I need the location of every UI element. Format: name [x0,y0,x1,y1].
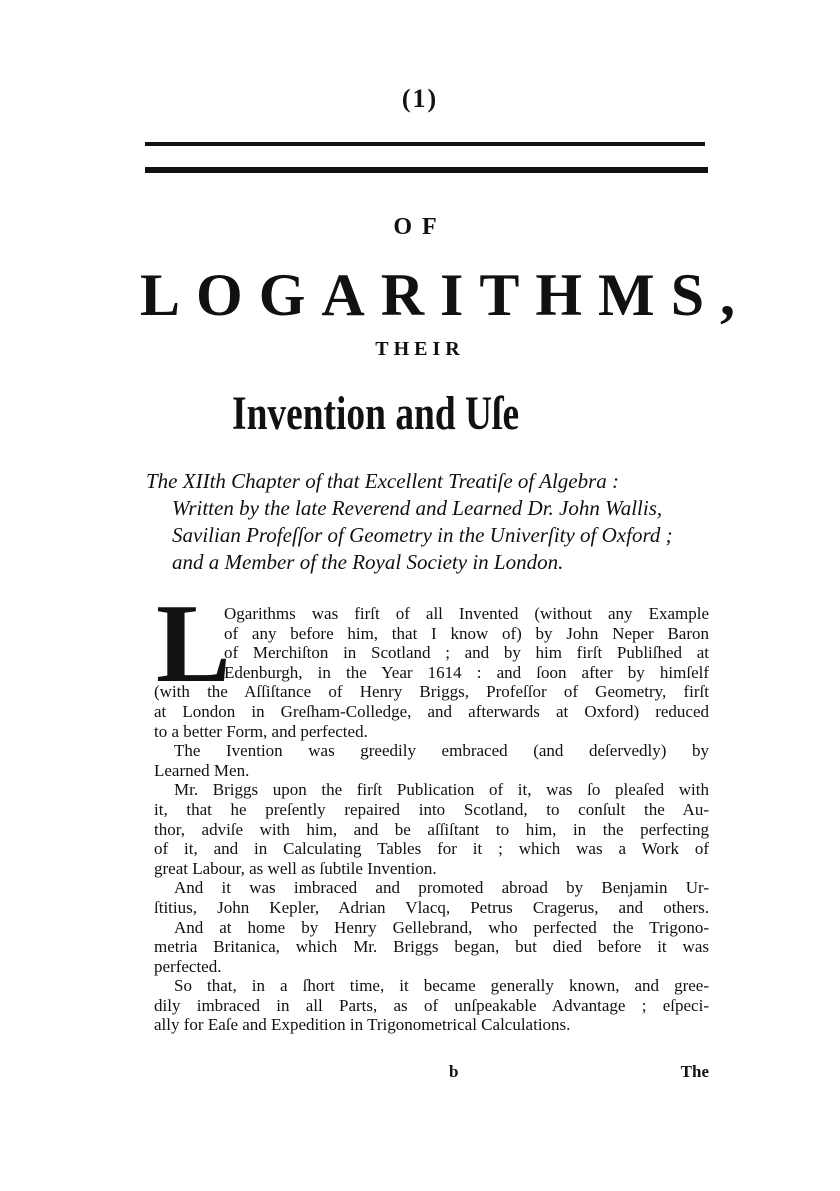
body-line: thor, adviſe with him, and be aſſiſtant to him, in the perfecting [154,819,709,839]
body-line: Edenburgh, in the Year 1614 : and ſoon after by himſelf [224,662,709,682]
thin-rule [145,142,705,146]
heading-of: OF [393,214,447,240]
body-line: to a better Form, and perfected. [154,721,368,741]
body-line: of Merchiſton in Scotland ; and by him firſt Publiſhed at [224,643,709,663]
subtitle-line: Savilian Profeſſor of Geometry in the Univerſity of Oxford ; [172,523,673,547]
body-line: of any before him, that I know of) by John Neper Baron [224,623,709,643]
body-line: So that, in a ſhort time, it became generally known, and gree- [174,976,709,996]
body-line: ſtitius, John Kepler, Adrian Vlacq, Petrus Cragerus, and others. [154,897,709,917]
signature-mark: b [449,1062,459,1081]
body-line: Ogarithms was firſt of all Invented (without any Example [224,604,709,623]
page-number: (1) [401,84,439,113]
heading-invention-and-use: Invention and Uſe [232,387,520,440]
body-line: at London in Greſham-Colledge, and afterwards at Oxford) reduced [154,701,709,721]
body-line: it, that he preſently repaired into Scotland, to conſult the Au- [154,799,709,819]
heading-logarithms: LOGARITHMS, [140,262,752,328]
body-line: The Ivention was greedily embraced (and deſervedly) by [174,741,709,761]
catchword: The [680,1062,709,1081]
body-line: dily imbraced in all Parts, as of unſpeakable Advantage ; eſpeci- [154,995,709,1015]
body-line: perfected. [154,956,222,976]
thick-rule [145,167,708,173]
page-footer [154,1062,709,1086]
body-line: And it was imbraced and promoted abroad by Benjamin Ur- [174,878,709,898]
heading-their: THEIR [375,338,465,360]
body-line: Learned Men. [154,760,250,780]
subtitle-block [146,468,726,576]
body-line: Mr. Briggs upon the firſt Publication of it, was ſo pleaſed with [174,780,709,800]
body-text [154,604,709,1035]
body-line: And at home by Henry Gellebrand, who perfected the Trigono- [174,917,709,937]
body-line: metria Britanica, which Mr. Briggs began, but died before it was [154,937,709,957]
body-line: of it, and in Calculating Tables for it ; which was a Work of [154,839,709,859]
subtitle-line: Written by the late Reverend and Learned Dr. John Wallis, [172,496,663,520]
drop-cap: L [156,582,231,706]
subtitle-line: The XIIth Chapter of that Excellent Treatiſe of Algebra : [146,469,620,493]
body-line: great Labour, as well as ſubtile Invention. [154,858,437,878]
subtitle-line: and a Member of the Royal Society in London. [172,550,564,574]
body-line: ally for Eaſe and Expedition in Trigonometrical Calculations. [154,1015,571,1035]
body-line: (with the Aſſiſtance of Henry Briggs, Profeſſor of Geometry, firſt [154,682,709,702]
